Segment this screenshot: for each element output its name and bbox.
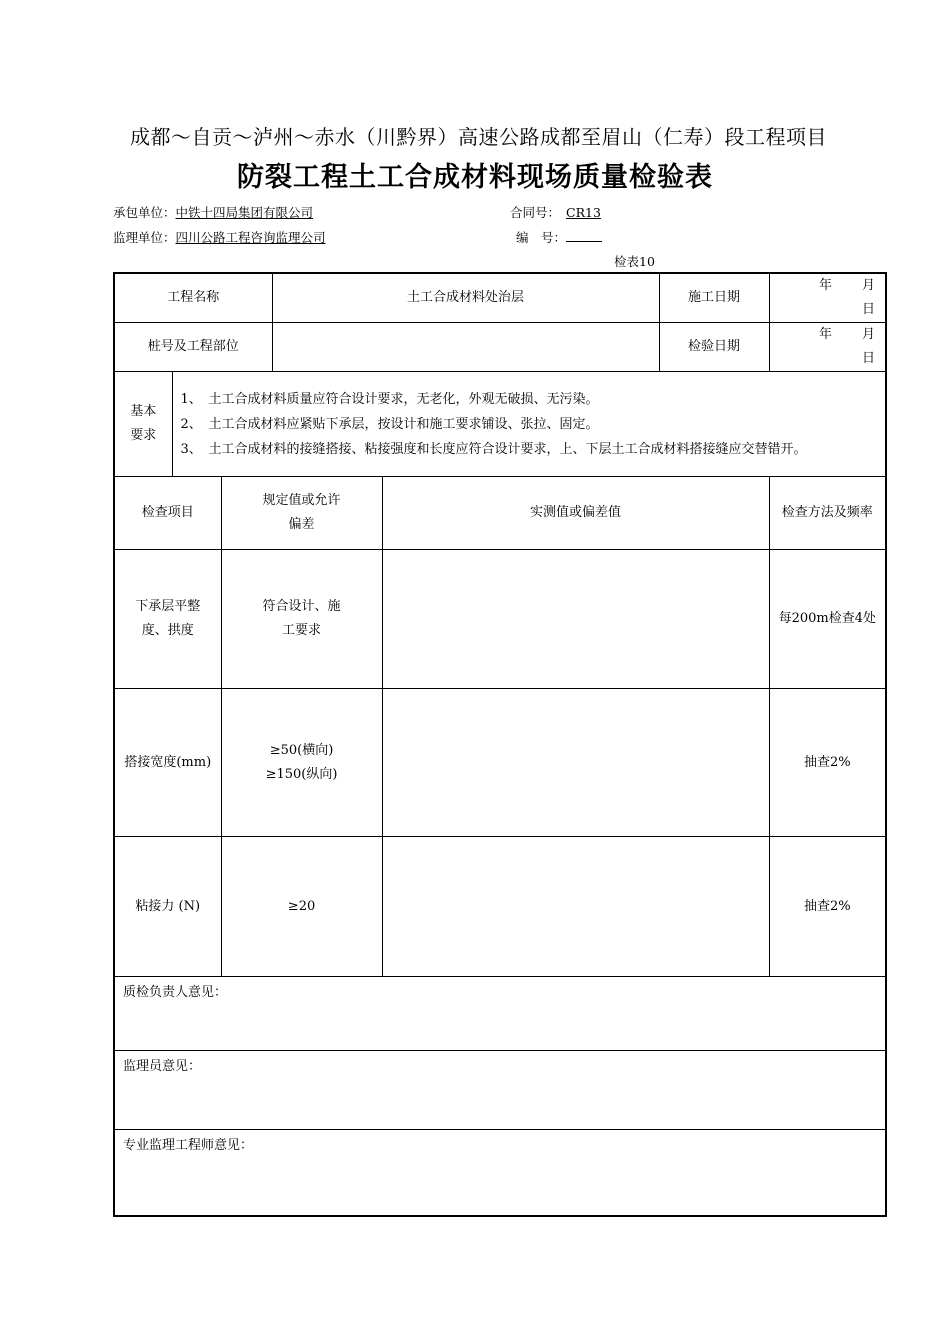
project-name-value: 土工合成材料处治层 bbox=[272, 273, 659, 323]
station-label: 桩号及工程部位 bbox=[114, 323, 272, 372]
basic-requirements-row bbox=[114, 372, 886, 477]
check-measured[interactable] bbox=[382, 550, 769, 689]
check-item: 粘接力 (N) bbox=[114, 837, 221, 977]
check-spec: ≥50(横向) ≥150(纵向) bbox=[221, 689, 382, 837]
header-measured: 实测值或偏差值 bbox=[382, 477, 769, 550]
check-method: 每200m检查4处 bbox=[769, 550, 886, 689]
form-code: 检表10 bbox=[614, 254, 655, 269]
requirement-item: 2、 土工合成材料应紧贴下承层，按设计和施工要求铺设、张拉、固定。 bbox=[180, 416, 599, 432]
project-line: 成都～自贡～泸州～赤水（川黔界）高速公路成都至眉山（仁寿）段工程项目 bbox=[130, 125, 827, 149]
check-item: 搭接宽度(mm) bbox=[114, 689, 221, 837]
check-row bbox=[114, 837, 886, 977]
serial-blank bbox=[566, 229, 602, 242]
contractor-label: 承包单位： bbox=[113, 205, 176, 220]
basic-requirements-list bbox=[172, 372, 886, 477]
qc-opinion-row bbox=[114, 977, 886, 1051]
supervisor-line bbox=[113, 228, 326, 246]
contract-no-line bbox=[510, 203, 607, 221]
contract-no-label: 合同号： bbox=[510, 205, 561, 220]
header-item: 检查项目 bbox=[114, 477, 221, 550]
supervisor-opinion-row bbox=[114, 1051, 886, 1130]
check-measured[interactable] bbox=[382, 837, 769, 977]
inspection-form-table bbox=[113, 272, 887, 1217]
station-value[interactable] bbox=[272, 323, 659, 372]
supervisor-label: 监理单位： bbox=[113, 230, 176, 245]
serial-line bbox=[516, 228, 602, 246]
inspection-date-value[interactable]: 年 月日 bbox=[769, 323, 886, 372]
project-name-row bbox=[114, 273, 886, 323]
contractor-line bbox=[113, 203, 313, 221]
check-spec: ≥20 bbox=[221, 837, 382, 977]
requirement-item: 3、 土工合成材料的接缝搭接、粘接强度和长度应符合设计要求，上、下层土工合成材料搭接缝应交替错开。 bbox=[180, 441, 807, 457]
station-row bbox=[114, 323, 886, 372]
check-header-row bbox=[114, 477, 886, 550]
check-method: 抽查2% bbox=[769, 689, 886, 837]
form-title: 防裂工程土工合成材料现场质量检验表 bbox=[237, 162, 713, 193]
qc-opinion[interactable]: 质检负责人意见： bbox=[114, 977, 886, 1051]
construction-date-label: 施工日期 bbox=[659, 273, 769, 323]
header-method: 检查方法及频率 bbox=[769, 477, 886, 550]
check-spec: 符合设计、施 工要求 bbox=[221, 550, 382, 689]
check-item: 下承层平整 度、拱度 bbox=[114, 550, 221, 689]
project-name-label: 工程名称 bbox=[114, 273, 272, 323]
check-row bbox=[114, 550, 886, 689]
construction-date-value[interactable]: 年 月日 bbox=[769, 273, 886, 323]
contract-no-value: CR13 bbox=[566, 205, 601, 220]
inspection-date-label: 检验日期 bbox=[659, 323, 769, 372]
check-method: 抽查2% bbox=[769, 837, 886, 977]
basic-requirements-label: 基本 要求 bbox=[114, 372, 172, 477]
supervisor-opinion[interactable]: 监理员意见： bbox=[114, 1051, 886, 1130]
header-spec: 规定值或允许 偏差 bbox=[221, 477, 382, 550]
check-row bbox=[114, 689, 886, 837]
serial-label: 编 号： bbox=[516, 230, 567, 245]
check-measured[interactable] bbox=[382, 689, 769, 837]
requirement-item: 1、 土工合成材料质量应符合设计要求，无老化，外观无破损、无污染。 bbox=[180, 391, 599, 407]
contractor-value: 中铁十四局集团有限公司 bbox=[175, 205, 314, 220]
engineer-opinion-row bbox=[114, 1130, 886, 1216]
supervisor-value: 四川公路工程咨询监理公司 bbox=[175, 230, 326, 245]
engineer-opinion[interactable]: 专业监理工程师意见： bbox=[114, 1130, 886, 1216]
